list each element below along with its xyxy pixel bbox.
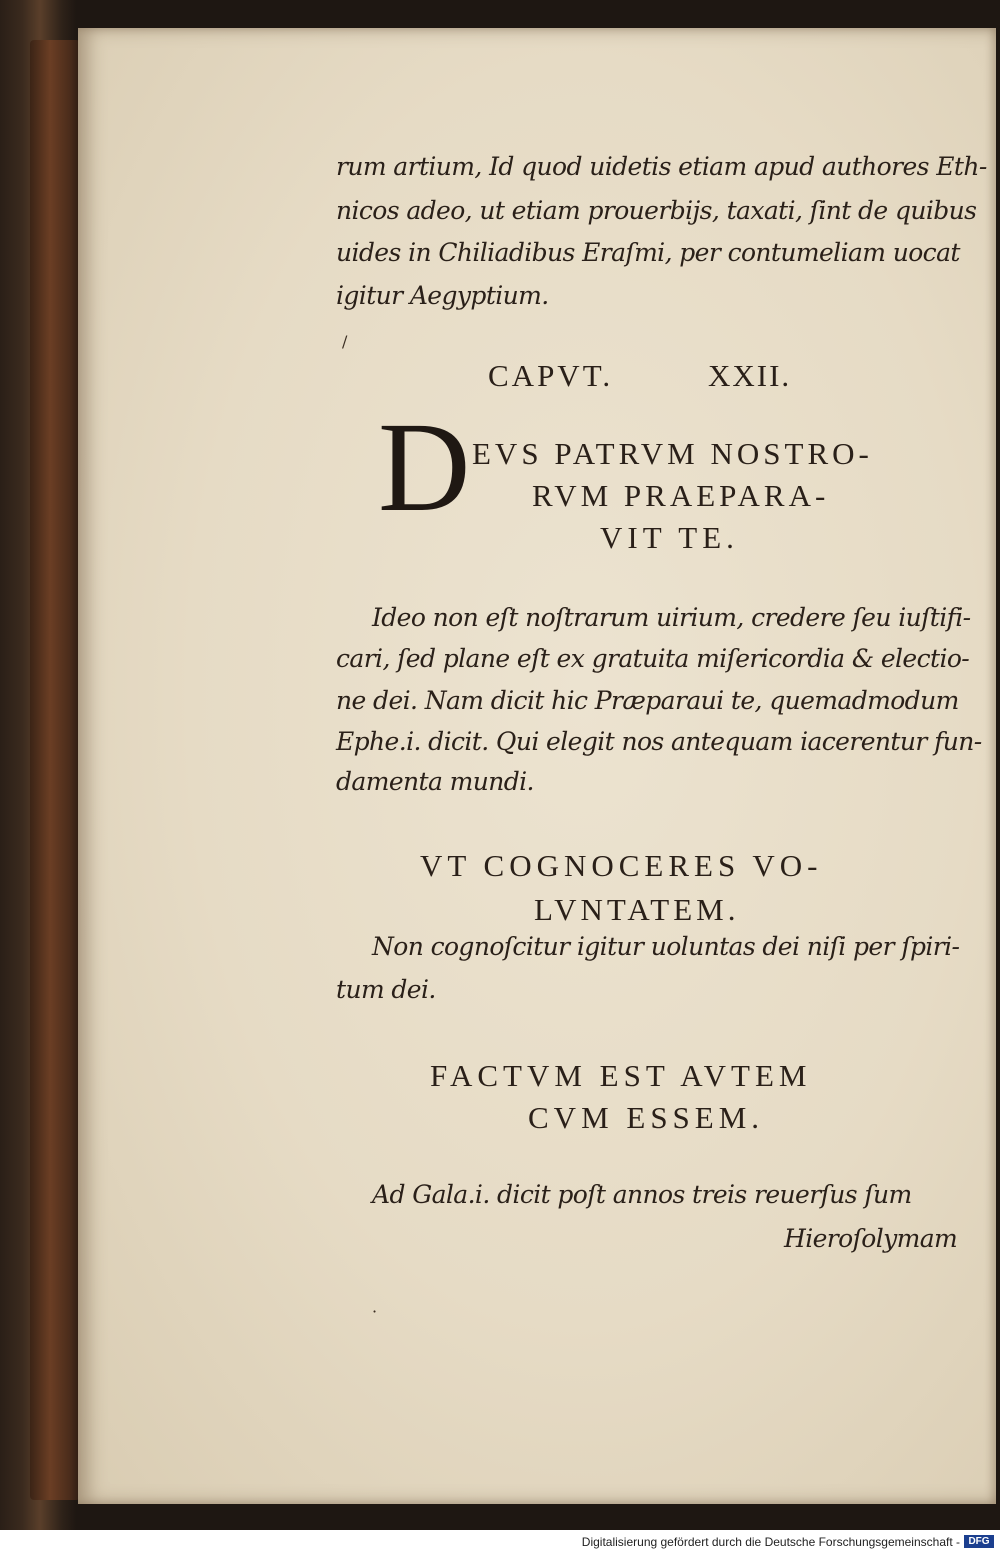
text-line: nicos adeo, ut etiam prouerbijs, taxati, ſint de quibus [336,196,977,225]
text-line: uides in Chiliadibus Eraſmi, per contumeliam uocat [336,238,960,267]
drop-capital: D [378,396,471,538]
heading-line: VT COGNOCERES VO- [420,848,823,883]
heading-line: RVM PRAEPARA- [532,478,830,513]
heading-line: FACTVM EST AVTEM [430,1058,812,1093]
text-line: cari, ſed plane eſt ex gratuita miſericordia & electio- [336,644,970,673]
text-line: tum dei. [336,975,436,1004]
text-line: Ephe.i. dicit. Qui elegit nos antequam iacerentur fun- [336,727,982,756]
text-line: Non cognoſcitur igitur uoluntas dei niſi per ſpiri- [372,932,960,961]
text-line: damenta mundi. [336,767,534,796]
text-line: ne dei. Nam dicit hic Præparaui te, quemadmodum [336,686,959,715]
stray-mark: / [342,332,348,351]
text-line: igitur Aegyptium. [336,281,549,310]
text-line: rum artium, Id quod uidetis etiam apud authores Eth- [336,152,987,181]
heading-line: LVNTATEM. [534,892,740,927]
chapter-label: CAPVT. [488,358,614,393]
text-line: Ideo non eſt noſtrarum uirium, credere ſeu iuſtifi- [372,603,971,632]
text-line: Hieroſolymam [784,1224,958,1253]
dfg-logo: DFG [964,1535,994,1548]
heading-line: EVS PATRVM NOSTRO- [472,436,873,471]
stray-mark: · [372,1302,378,1321]
chapter-number: XXII. [708,358,792,393]
heading-line: VIT TE. [600,520,739,555]
footer-credit: Digitalisierung gefördert durch die Deutsche Forschungsgemeinschaft - [581,1535,960,1549]
book-binding-edge [30,40,80,1500]
text-line: Ad Gala.i. dicit poſt annos treis reuerſus ſum [372,1180,912,1209]
heading-line: CVM ESSEM. [528,1100,765,1135]
